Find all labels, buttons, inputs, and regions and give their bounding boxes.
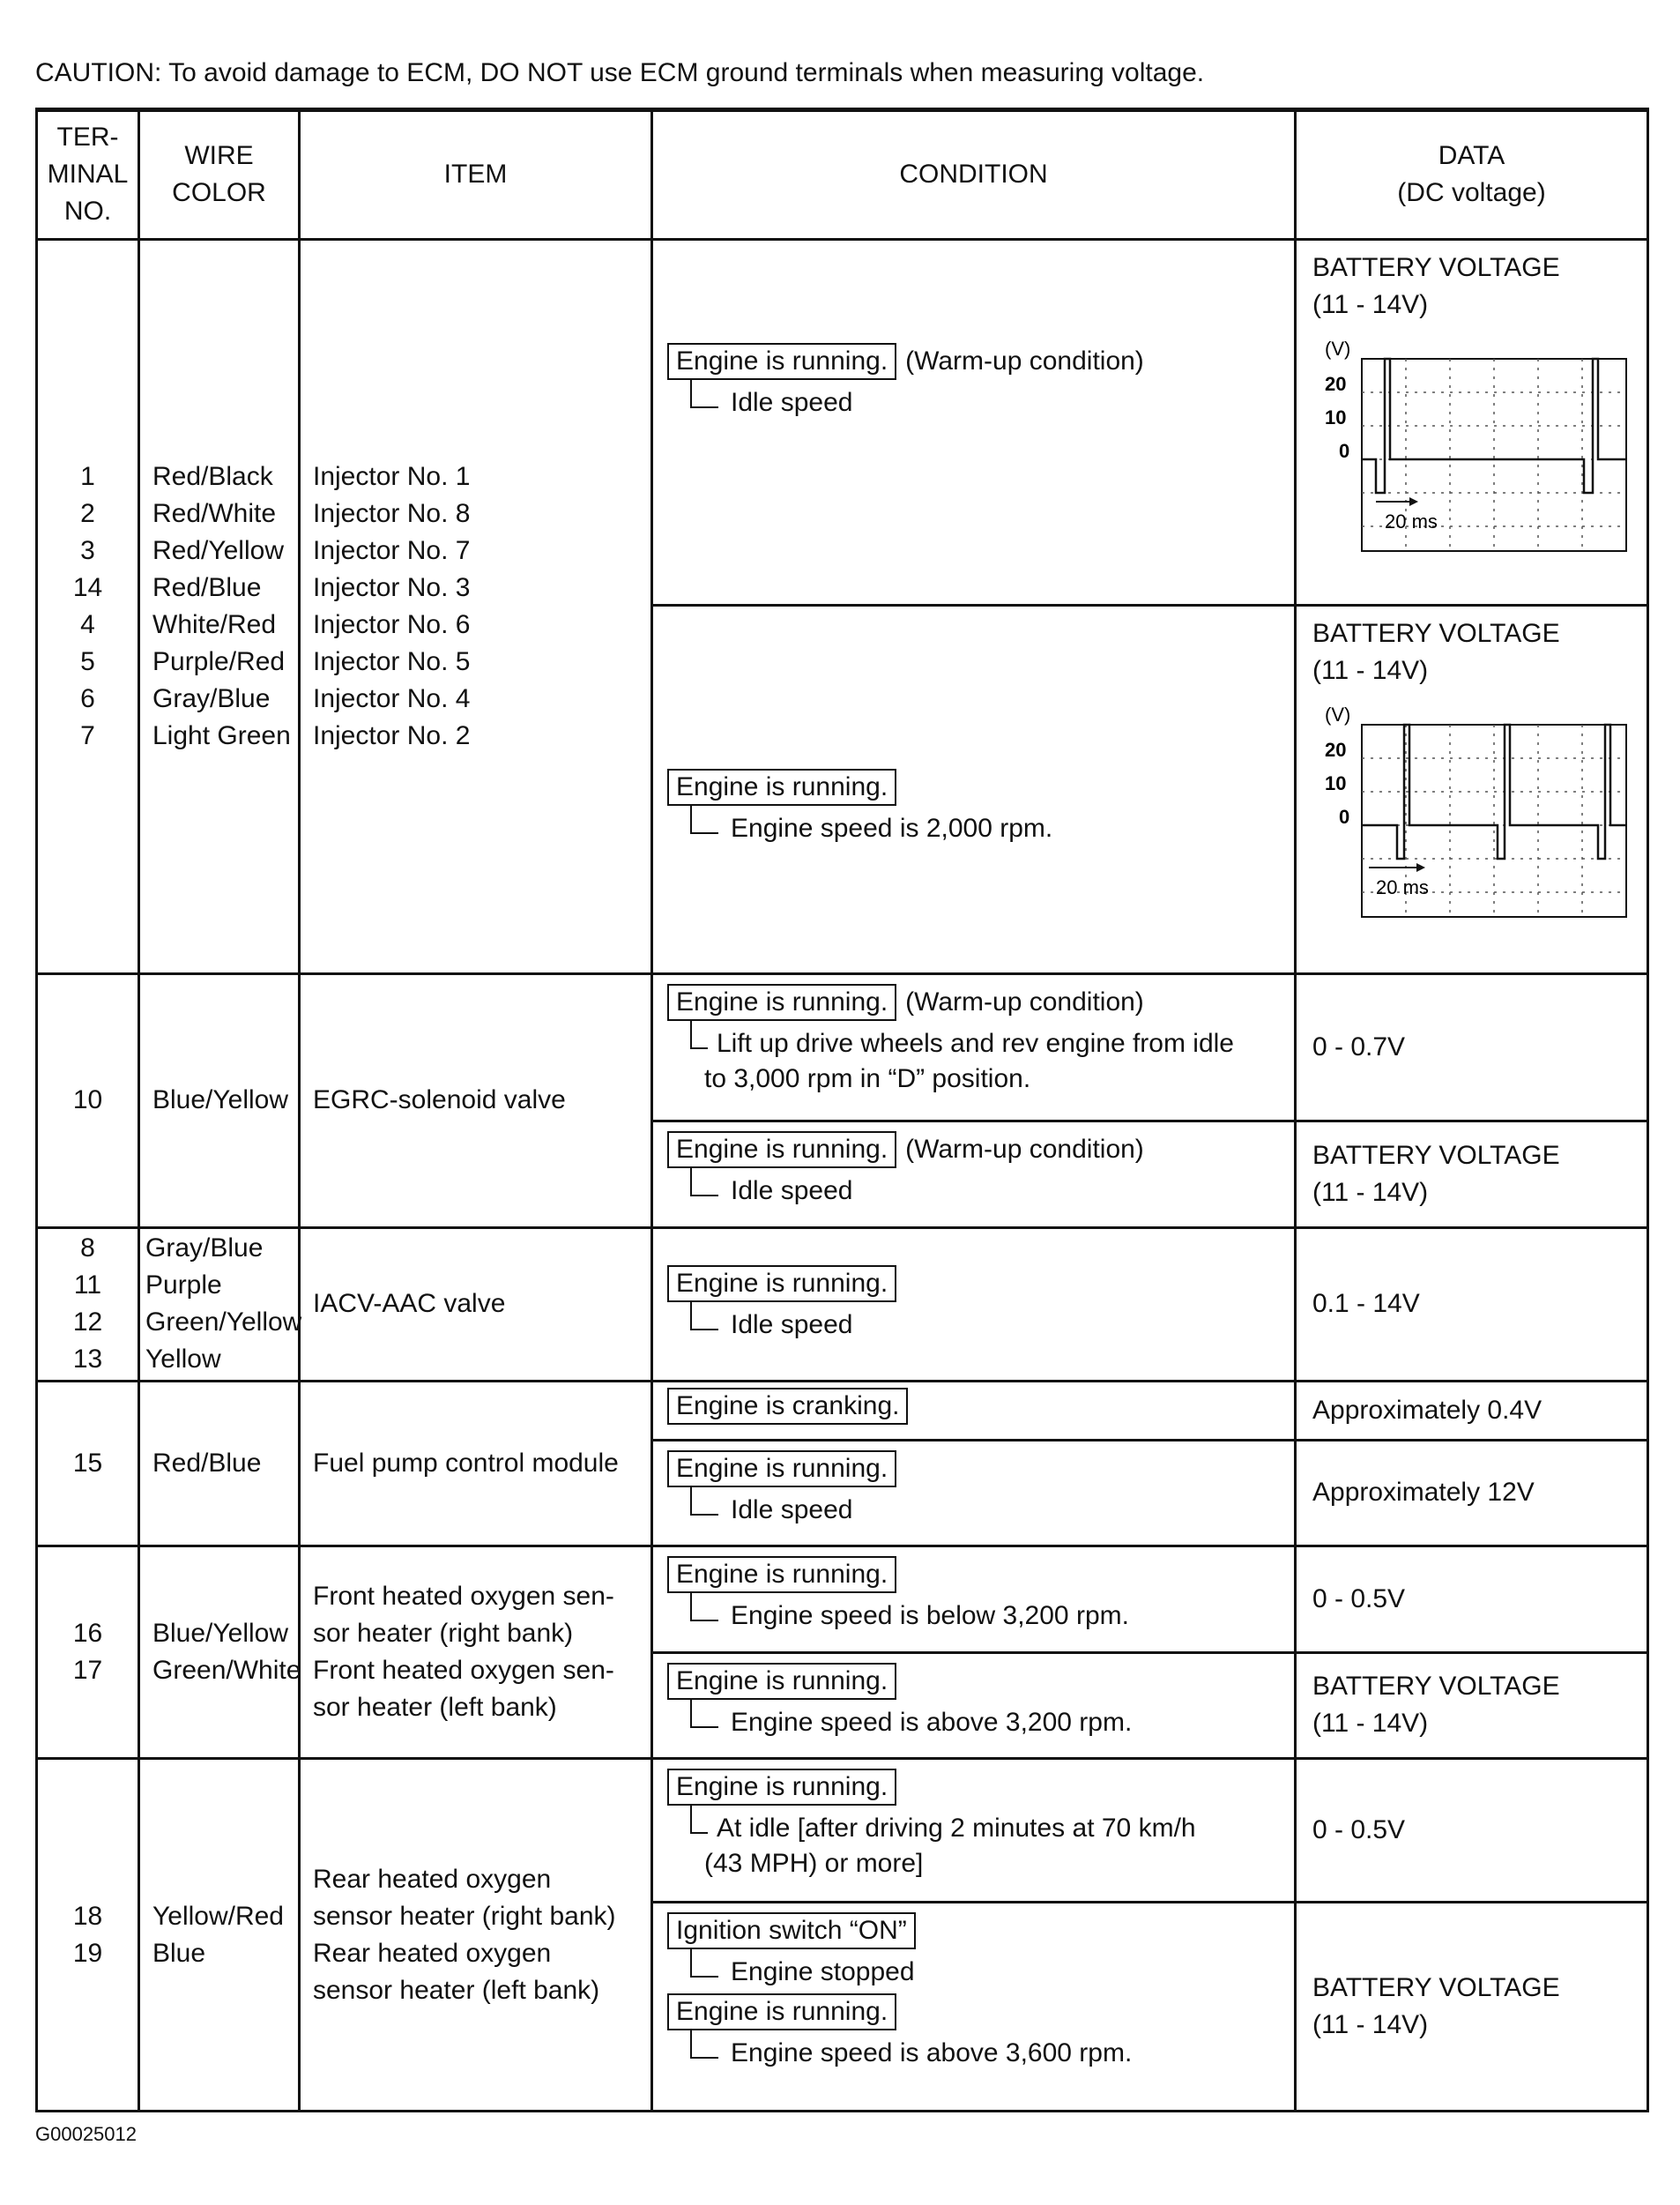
figure-code: G00025012 xyxy=(35,2123,137,2145)
front-o2-terminals: 16 17 xyxy=(37,1546,139,1759)
iacv-data: 0.1 - 14V xyxy=(1296,1227,1648,1382)
table-header-row xyxy=(37,110,1648,240)
iacv-wire-colors: Gray/Blue Purple Green/Yellow Yellow xyxy=(139,1227,300,1382)
condition-box: Engine is running. xyxy=(667,1663,896,1700)
condition-box: Engine is running. xyxy=(667,1993,896,2030)
fuel-item: Fuel pump control module xyxy=(300,1382,652,1546)
condition-box: Engine is running. xyxy=(667,769,896,806)
header-condition: CONDITION xyxy=(652,110,1296,240)
front-o2-condition-below: Engine is running. Engine speed is below 3,200 rpm. xyxy=(652,1546,1296,1653)
header-terminal: TER- MINAL NO. xyxy=(37,110,139,240)
rear-o2-condition-idle: Engine is running. At idle [after driving 2 minutes at 70 km/h (43 MPH) or more] xyxy=(652,1759,1296,1903)
ecm-terminal-table xyxy=(35,108,1649,2112)
injector-wire-colors: Red/Black Red/White Red/Yellow Red/Blue White/Red Purple/Red Gray/Blue Light Green xyxy=(139,239,300,974)
iacv-terminals: 8 11 12 13 xyxy=(37,1227,139,1382)
injector-condition-2000rpm: Engine is running. Engine speed is 2,000 rpm. xyxy=(652,606,1296,974)
front-o2-data-above: BATTERY VOLTAGE (11 - 14V) xyxy=(1296,1652,1648,1759)
svg-text:20: 20 xyxy=(1325,372,1347,395)
table-row xyxy=(37,974,1648,1121)
iacv-item: IACV-AAC valve xyxy=(300,1227,652,1382)
caution-note: CAUTION: To avoid damage to ECM, DO NOT use ECM ground terminals when measuring voltage. xyxy=(35,58,1205,87)
table-row xyxy=(37,1546,1648,1653)
condition-box: Engine is running. xyxy=(667,1265,896,1302)
table-row xyxy=(37,1759,1648,1903)
svg-text:0: 0 xyxy=(1339,806,1350,829)
front-o2-items: Front heated oxygen sen- sor heater (right bank) Front heated oxygen sen- sor heater (left bank) xyxy=(300,1546,652,1759)
condition-box: Ignition switch “ON” xyxy=(667,1912,916,1949)
egrc-item: EGRC-solenoid valve xyxy=(300,974,652,1227)
svg-text:10: 10 xyxy=(1325,772,1347,795)
header-item: ITEM xyxy=(300,110,652,240)
svg-text:20 ms: 20 ms xyxy=(1376,876,1429,899)
fuel-terminal: 15 xyxy=(37,1382,139,1546)
svg-text:20 ms: 20 ms xyxy=(1385,510,1438,533)
header-wire-color: WIRE COLOR xyxy=(139,110,300,240)
front-o2-condition-above: Engine is running. Engine speed is above 3,200 rpm. xyxy=(652,1652,1296,1759)
svg-text:(V): (V) xyxy=(1325,704,1351,726)
header-data: DATA (DC voltage) xyxy=(1296,110,1648,240)
fuel-data-cranking: Approximately 0.4V xyxy=(1296,1382,1648,1440)
egrc-condition-idle: Engine is running. (Warm-up condition) Idle speed xyxy=(652,1121,1296,1228)
front-o2-data-below: 0 - 0.5V xyxy=(1296,1546,1648,1653)
fuel-condition-idle: Engine is running. Idle speed xyxy=(652,1440,1296,1546)
condition-box: Engine is running. xyxy=(667,1450,896,1487)
injector-data-idle: BATTERY VOLTAGE (11 - 14V) (V) 20 10 0 20 ms xyxy=(1296,239,1648,606)
egrc-terminal: 10 xyxy=(37,974,139,1227)
injector-items: Injector No. 1 Injector No. 8 Injector No. 7 Injector No. 3 Injector No. 6 Injector No. 5 Injector No. 4 Injector No. 2 xyxy=(300,239,652,974)
injector-waveform-2000rpm xyxy=(1312,698,1630,919)
iacv-condition: Engine is running. Idle speed xyxy=(652,1227,1296,1382)
svg-text:0: 0 xyxy=(1339,439,1350,462)
table-row xyxy=(37,1227,1648,1382)
fuel-condition-cranking xyxy=(652,1382,1296,1440)
svg-text:10: 10 xyxy=(1325,406,1347,428)
svg-text:(V): (V) xyxy=(1325,337,1351,360)
rear-o2-wire-colors: Yellow/Red Blue xyxy=(139,1759,300,2112)
condition-box: Engine is running. xyxy=(667,984,896,1021)
rear-o2-data-idle: 0 - 0.5V xyxy=(1296,1759,1648,1903)
condition-box: Engine is running. xyxy=(667,343,896,380)
svg-text:20: 20 xyxy=(1325,739,1347,762)
table-row xyxy=(37,1382,1648,1440)
condition-box: Engine is running. xyxy=(667,1131,896,1168)
egrc-wire-color: Blue/Yellow xyxy=(139,974,300,1227)
injector-condition-idle: Engine is running. (Warm-up condition) Idle speed xyxy=(652,239,1296,606)
egrc-condition-rev: Engine is running. (Warm-up condition) Lift up drive wheels and rev engine from idle to 3,000 rpm in “D” position. xyxy=(652,974,1296,1121)
condition-box: Engine is running. xyxy=(667,1556,896,1593)
rear-o2-data-stopped: BATTERY VOLTAGE (11 - 14V) xyxy=(1296,1902,1648,2111)
rear-o2-condition-stopped-and-above: Ignition switch “ON” Engine stopped Engine is running. Engine speed is above 3,600 rpm. xyxy=(652,1902,1296,2111)
rear-o2-items: Rear heated oxygen sensor heater (right bank) Rear heated oxygen sensor heater (left bank) xyxy=(300,1759,652,2112)
injector-waveform-idle xyxy=(1312,332,1630,553)
condition-box: Engine is cranking. xyxy=(667,1388,908,1425)
egrc-data-idle: BATTERY VOLTAGE (11 - 14V) xyxy=(1296,1121,1648,1228)
rear-o2-terminals: 18 19 xyxy=(37,1759,139,2112)
fuel-wire-color: Red/Blue xyxy=(139,1382,300,1546)
condition-box: Engine is running. xyxy=(667,1769,896,1806)
injector-data-2000rpm: BATTERY VOLTAGE (11 - 14V) (V) 20 10 0 20 ms xyxy=(1296,606,1648,974)
front-o2-wire-colors: Blue/Yellow Green/White xyxy=(139,1546,300,1759)
injector-terminals: 1 2 3 14 4 5 6 7 xyxy=(37,239,139,974)
fuel-data-idle: Approximately 12V xyxy=(1296,1440,1648,1546)
egrc-data-rev: 0 - 0.7V xyxy=(1296,974,1648,1121)
table-row xyxy=(37,239,1648,606)
